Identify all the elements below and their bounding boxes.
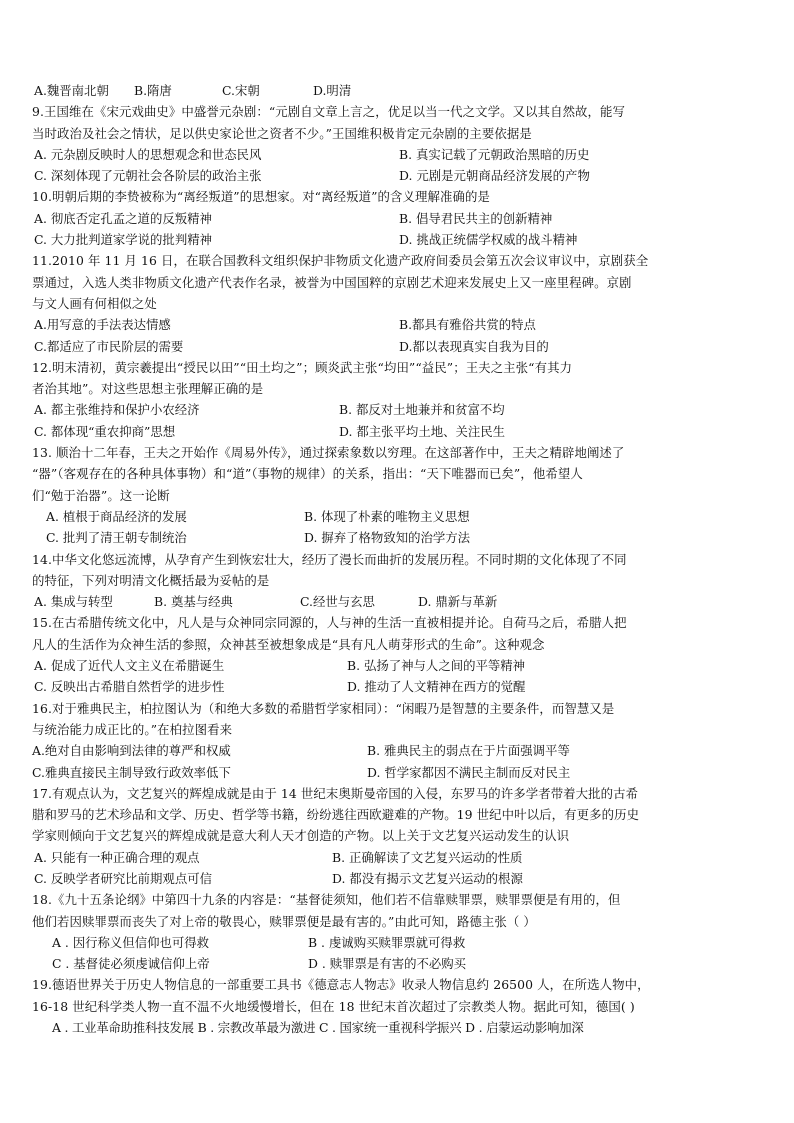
q15-option-a: A. 促成了近代人文主义在希腊诞生	[34, 658, 225, 674]
q16-options-row	[32, 740, 764, 761]
question-19	[32, 974, 764, 1038]
q13-option-d: D. 摒弃了格物致知的治学方法	[304, 530, 471, 546]
exam-page	[32, 80, 764, 1038]
question-15	[32, 612, 764, 697]
q14-options-row	[32, 591, 764, 612]
q13-option-c: C. 批判了清王朝专制统治	[46, 530, 187, 546]
q13-option-b: B. 体现了朴素的唯物主义思想	[304, 508, 470, 524]
q12-option-c: C. 都体现“重农抑商”思想	[34, 423, 176, 439]
q18-stem-line: 他们若因赎罪票而丧失了对上帝的敬畏心，赎罪票便是最有害的。”由此可知，路德主张（ ）	[32, 913, 536, 929]
q13-options-row	[32, 506, 764, 527]
q11-option-a: A.用写意的手法表达情感	[34, 317, 171, 333]
q10-option-c: C. 大力批判道家学说的批判精神	[34, 232, 212, 248]
q17-option-b: B. 正确解读了文艺复兴运动的性质	[332, 849, 523, 865]
q12-stem-line: 者治其地”。对这些思想主张理解正确的是	[32, 381, 264, 397]
q16-option-b: B. 雅典民主的弱点在于片面强调平等	[367, 743, 570, 759]
q12-options-row	[32, 421, 764, 442]
q11-stem-line: 与文人画有何相似之处	[32, 295, 157, 311]
q10-stem-line: 10.明朝后期的李贽被称为“离经叛道”的思想家。对“离经叛道”的含义理解准确的是	[32, 189, 490, 205]
q18-stem-line: 18.《九十五条论纲》中第四十九条的内容是：“基督徒须知，他们若不信靠赎罪票，赎罪票便是有用的，但	[32, 892, 621, 908]
q13-options-row	[32, 527, 764, 548]
q9-options-row	[32, 144, 764, 165]
question-13	[32, 442, 764, 548]
q14-stem-line: 14.中华文化悠远流博，从孕育产生到恢宏壮大，经历了漫长而曲折的发展历程。不同时期的文化体现了不同	[32, 551, 627, 567]
q17-stem-line: 学家则倾向于文艺复兴的辉煌成就是意大利人天才创造的产物。以上关于文艺复兴运动发生的认识	[32, 828, 570, 844]
q16-stem-line: 16.对于雅典民主，柏拉图认为（和绝大多数的希腊哲学家相同）：“闲暇乃是智慧的主要条件，而智慧又是	[32, 700, 615, 716]
q8-option-b: B.隋唐	[134, 83, 172, 98]
q9-option-a: A. 元杂剧反映时人的思想观念和世态民风	[34, 146, 262, 162]
question-14	[32, 549, 764, 613]
question-9	[32, 101, 764, 186]
q17-options-row	[32, 847, 764, 868]
q16-option-d: D. 哲学家都因不满民主制而反对民主	[367, 764, 571, 780]
q10-options-row	[32, 229, 764, 250]
q11-option-b: B.都具有雅俗共赏的特点	[399, 317, 536, 333]
question-10	[32, 186, 764, 250]
q12-option-d: D. 都主张平均土地、关注民生	[339, 423, 506, 439]
q15-options-row	[32, 676, 764, 697]
q15-stem-line: 15.在古希腊传统文化中，凡人是与众神同宗同源的，人与神的生活一直被相提并论。自荷马之后，希腊人把	[32, 615, 627, 631]
question-12	[32, 357, 764, 442]
q9-options-row	[32, 165, 764, 186]
q15-option-c: C. 反映出古希腊自然哲学的进步性	[34, 679, 225, 695]
q12-option-b: B. 都反对土地兼并和贫富不均	[339, 402, 505, 418]
q12-stem-line: 12.明末清初，黄宗羲提出“授民以田”“田土均之”；顾炎武主张“均田”“益民”；王夫之主张“有其力	[32, 359, 573, 375]
q17-stem-line: 17.有观点认为，文艺复兴的辉煌成就是由于 14 世纪末奥斯曼帝国的入侵，东罗马的许多学者带着大批的古希	[32, 785, 639, 801]
q12-options-row	[32, 399, 764, 420]
q14-option-a: A. 集成与转型	[34, 594, 113, 610]
q13-stem-line: 13. 顺治十二年春，王夫之开始作《周易外传》，通过探索象数以穷理。在这部著作中，王夫之精辟地阐述了	[32, 445, 625, 461]
q14-option-b: B. 奠基与经典	[154, 594, 233, 610]
q8-option-d: D.明清	[313, 83, 352, 98]
q19-options-line: A . 工业革命助推科技发展 B . 宗教改革最为激进 C . 国家统一重视科学振兴 D . 启蒙运动影响加深	[52, 1020, 584, 1036]
q10-option-d: D. 挑战正统儒学权威的战斗精神	[399, 232, 578, 248]
q9-stem-line: 当时政治及社会之情状，足以供史家论世之资者不少。”王国维积极肯定元杂剧的主要依据是	[32, 125, 532, 141]
q17-option-a: A. 只能有一种正确合理的观点	[34, 849, 200, 865]
q11-options-row	[32, 336, 764, 357]
q17-option-d: D. 都没有揭示文艺复兴运动的根源	[332, 870, 523, 886]
q10-options-row	[32, 208, 764, 229]
q18-option-a: A . 因行称义但信仰也可得救	[52, 934, 210, 950]
q16-option-a: A.绝对自由影响到法律的尊严和权威	[32, 743, 231, 759]
q15-option-b: B. 弘扬了神与人之间的平等精神	[347, 658, 526, 674]
q14-option-c: C.经世与玄思	[300, 594, 375, 610]
question-11	[32, 250, 764, 356]
q15-stem-line: 凡人的生活作为众神生活的参照，众神甚至被想象成是“具有凡人萌芽形式的生命”。这种观念	[32, 636, 545, 652]
q13-stem-line: 们“勉于治器”。这一论断	[32, 487, 170, 503]
q16-options-row	[32, 762, 764, 783]
q18-option-b: B . 虔诚购买赎罪票就可得救	[308, 934, 466, 950]
q17-stem-line: 腊和罗马的艺术珍品和文学、历史、哲学等书籍，纷纷逃往西欧避难的产物。19 世纪中叶以后，有更多的历史	[32, 807, 640, 823]
question-18	[32, 889, 764, 974]
q17-options-row	[32, 868, 764, 889]
q18-options-row	[32, 953, 764, 974]
q19-stem-line: 16-18 世纪科学类人物一直不温不火地缓慢增长，但在 18 世纪末首次超过了宗教类人物。据此可知，德国( )	[32, 998, 635, 1014]
q19-stem-line: 19.德语世界关于历史人物信息的一部重要工具书《德意志人物志》收录人物信息约 26500 人，在所选人物中，	[32, 977, 650, 993]
q9-option-d: D. 元剧是元朝商品经济发展的产物	[399, 168, 590, 184]
question-17	[32, 783, 764, 889]
q11-option-d: D.都以表现真实自我为目的	[399, 338, 549, 354]
q11-stem-line: 票通过，入选人类非物质文化遗产代表作名录，被誉为中国国粹的京剧艺术迎来发展史上又一座里程碑。京剧	[32, 274, 632, 290]
q8-options	[32, 80, 764, 101]
q15-options-row	[32, 655, 764, 676]
q11-option-c: C.都适应了市民阶层的需要	[34, 338, 184, 354]
q18-option-c: C . 基督徒必须虔诚信仰上帝	[52, 956, 210, 972]
q8-option-c: C.宋朝	[222, 83, 260, 98]
q14-option-d: D. 鼎新与革新	[418, 594, 498, 610]
q9-stem-line: 9.王国维在《宋元戏曲史》中盛誉元杂剧：“元剧自文章上言之，优足以当一代之文学。又以其自然故，能写	[32, 104, 626, 120]
q13-option-a: A. 植根于商品经济的发展	[46, 508, 187, 524]
q8-option-a: A.魏晋南北朝	[34, 83, 109, 98]
q11-stem-line: 11.2010 年 11 月 16 日，在联合国教科文组织保护非物质文化遗产政府间委员会第五次会议审议中，京剧获全	[32, 253, 649, 269]
q12-option-a: A. 都主张维持和保护小农经济	[34, 402, 200, 418]
q14-stem-line: 的特征，下列对明清文化概括最为妥帖的是	[32, 572, 270, 588]
q10-option-a: A. 彻底否定孔孟之道的反叛精神	[34, 210, 212, 226]
q13-stem-line: “器”（客观存在的各种具体事物）和“道”（事物的规律）的关系，指出：“天下唯器而已矣”，他希望人	[32, 466, 583, 482]
q18-options-row	[32, 932, 764, 953]
q11-options-row	[32, 314, 764, 335]
q16-stem-line: 与统治能力成正比的。”在柏拉图看来	[32, 721, 233, 737]
q9-option-c: C. 深刻体现了元朝社会各阶层的政治主张	[34, 168, 262, 184]
q17-option-c: C. 反映学者研究比前期观点可信	[34, 870, 212, 886]
q16-option-c: C.雅典直接民主制导致行政效率低下	[32, 764, 231, 780]
question-16	[32, 698, 764, 783]
q15-option-d: D. 推动了人文精神在西方的觉醒	[347, 679, 526, 695]
q9-option-b: B. 真实记载了元朝政治黑暗的历史	[399, 146, 590, 162]
q18-option-d: D . 赎罪票是有害的不必购买	[308, 956, 467, 972]
q10-option-b: B. 倡导君民共主的创新精神	[399, 210, 553, 226]
